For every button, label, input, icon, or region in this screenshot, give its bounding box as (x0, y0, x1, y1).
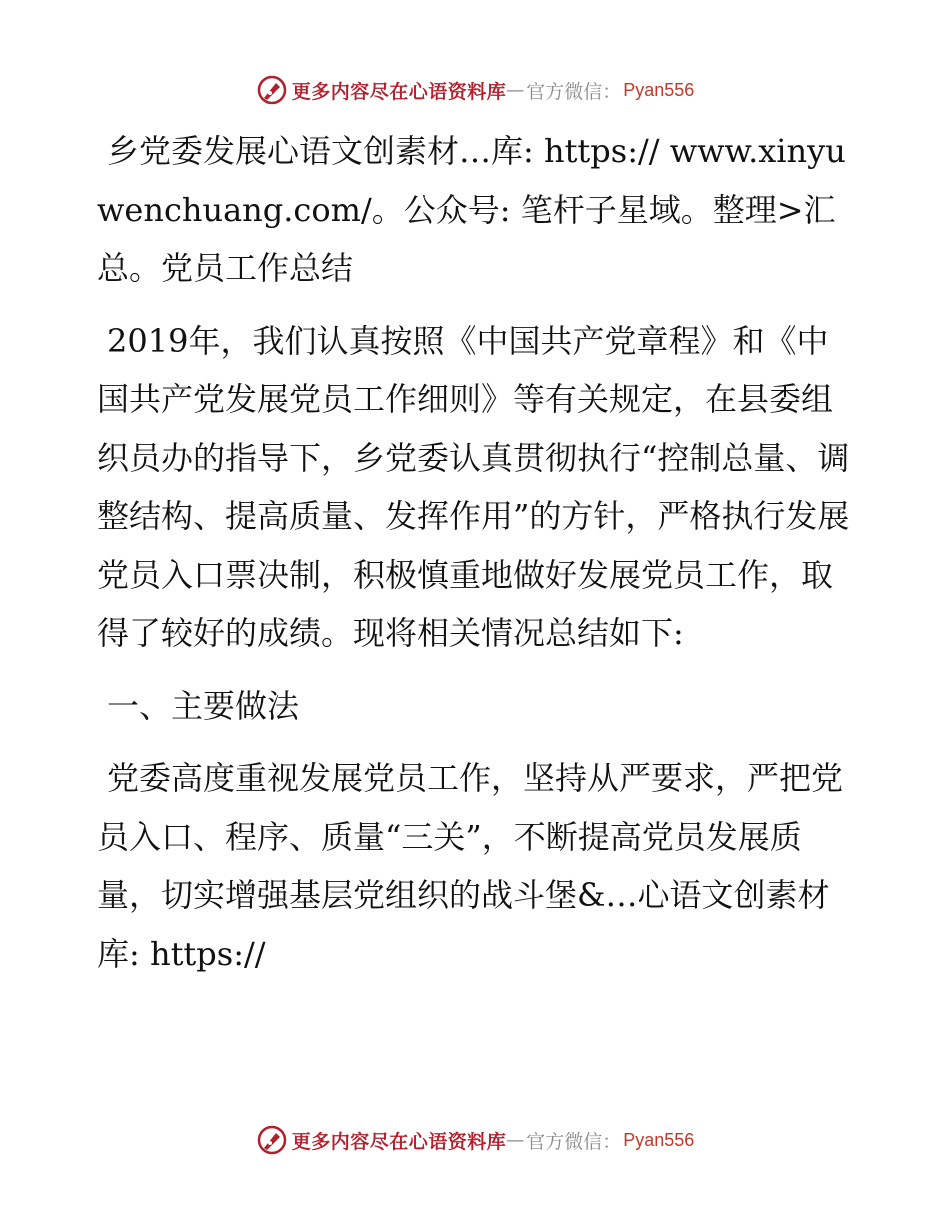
banner-official-label: 官方微信： (526, 80, 622, 103)
banner-text: 更多内容尽在心语资料库 (291, 1130, 507, 1153)
section-heading-1: 一、主要做法 (107, 686, 300, 725)
pen-nib-logo-icon (256, 74, 288, 106)
header-banner (0, 72, 950, 108)
banner-official-label: 官方微信： (526, 1130, 622, 1153)
footer-banner (0, 1122, 950, 1158)
banner-separator: — (506, 1129, 525, 1151)
intro-paragraph: 乡党委发展心语文创素材…库: https:// www.xinyuwenchuang.com/。公众号: 笔杆子星域。整理>汇总。党员工作总结 (97, 132, 846, 287)
document-body (97, 122, 857, 983)
banner-separator: — (506, 79, 525, 101)
body-paragraph-1: 2019年，我们认真按照《中国共产党章程》和《中国共产党发展党员工作细则》等有关规定，在县委组织员办的指导下，乡党委认真贯彻执行“控制总量、调整结构、提高质量、发挥作用”的方针，严格执行发展党员入口票决制，积极慎重地做好发展党员工作，取得了较好的成绩。现将相关情况总结如下: (97, 321, 850, 652)
pen-nib-logo-icon (256, 1124, 288, 1156)
banner-wechat-id: Pyan556 (623, 1129, 695, 1150)
banner-text: 更多内容尽在心语资料库 (291, 80, 507, 103)
banner-wechat-id: Pyan556 (623, 79, 695, 100)
body-paragraph-2: 党委高度重视发展党员工作，坚持从严要求，严把党员入口、程序、质量“三关”，不断提高党员发展质量，切实增强基层党组织的战斗堡&…心语文创素材库: https:// (97, 759, 844, 973)
